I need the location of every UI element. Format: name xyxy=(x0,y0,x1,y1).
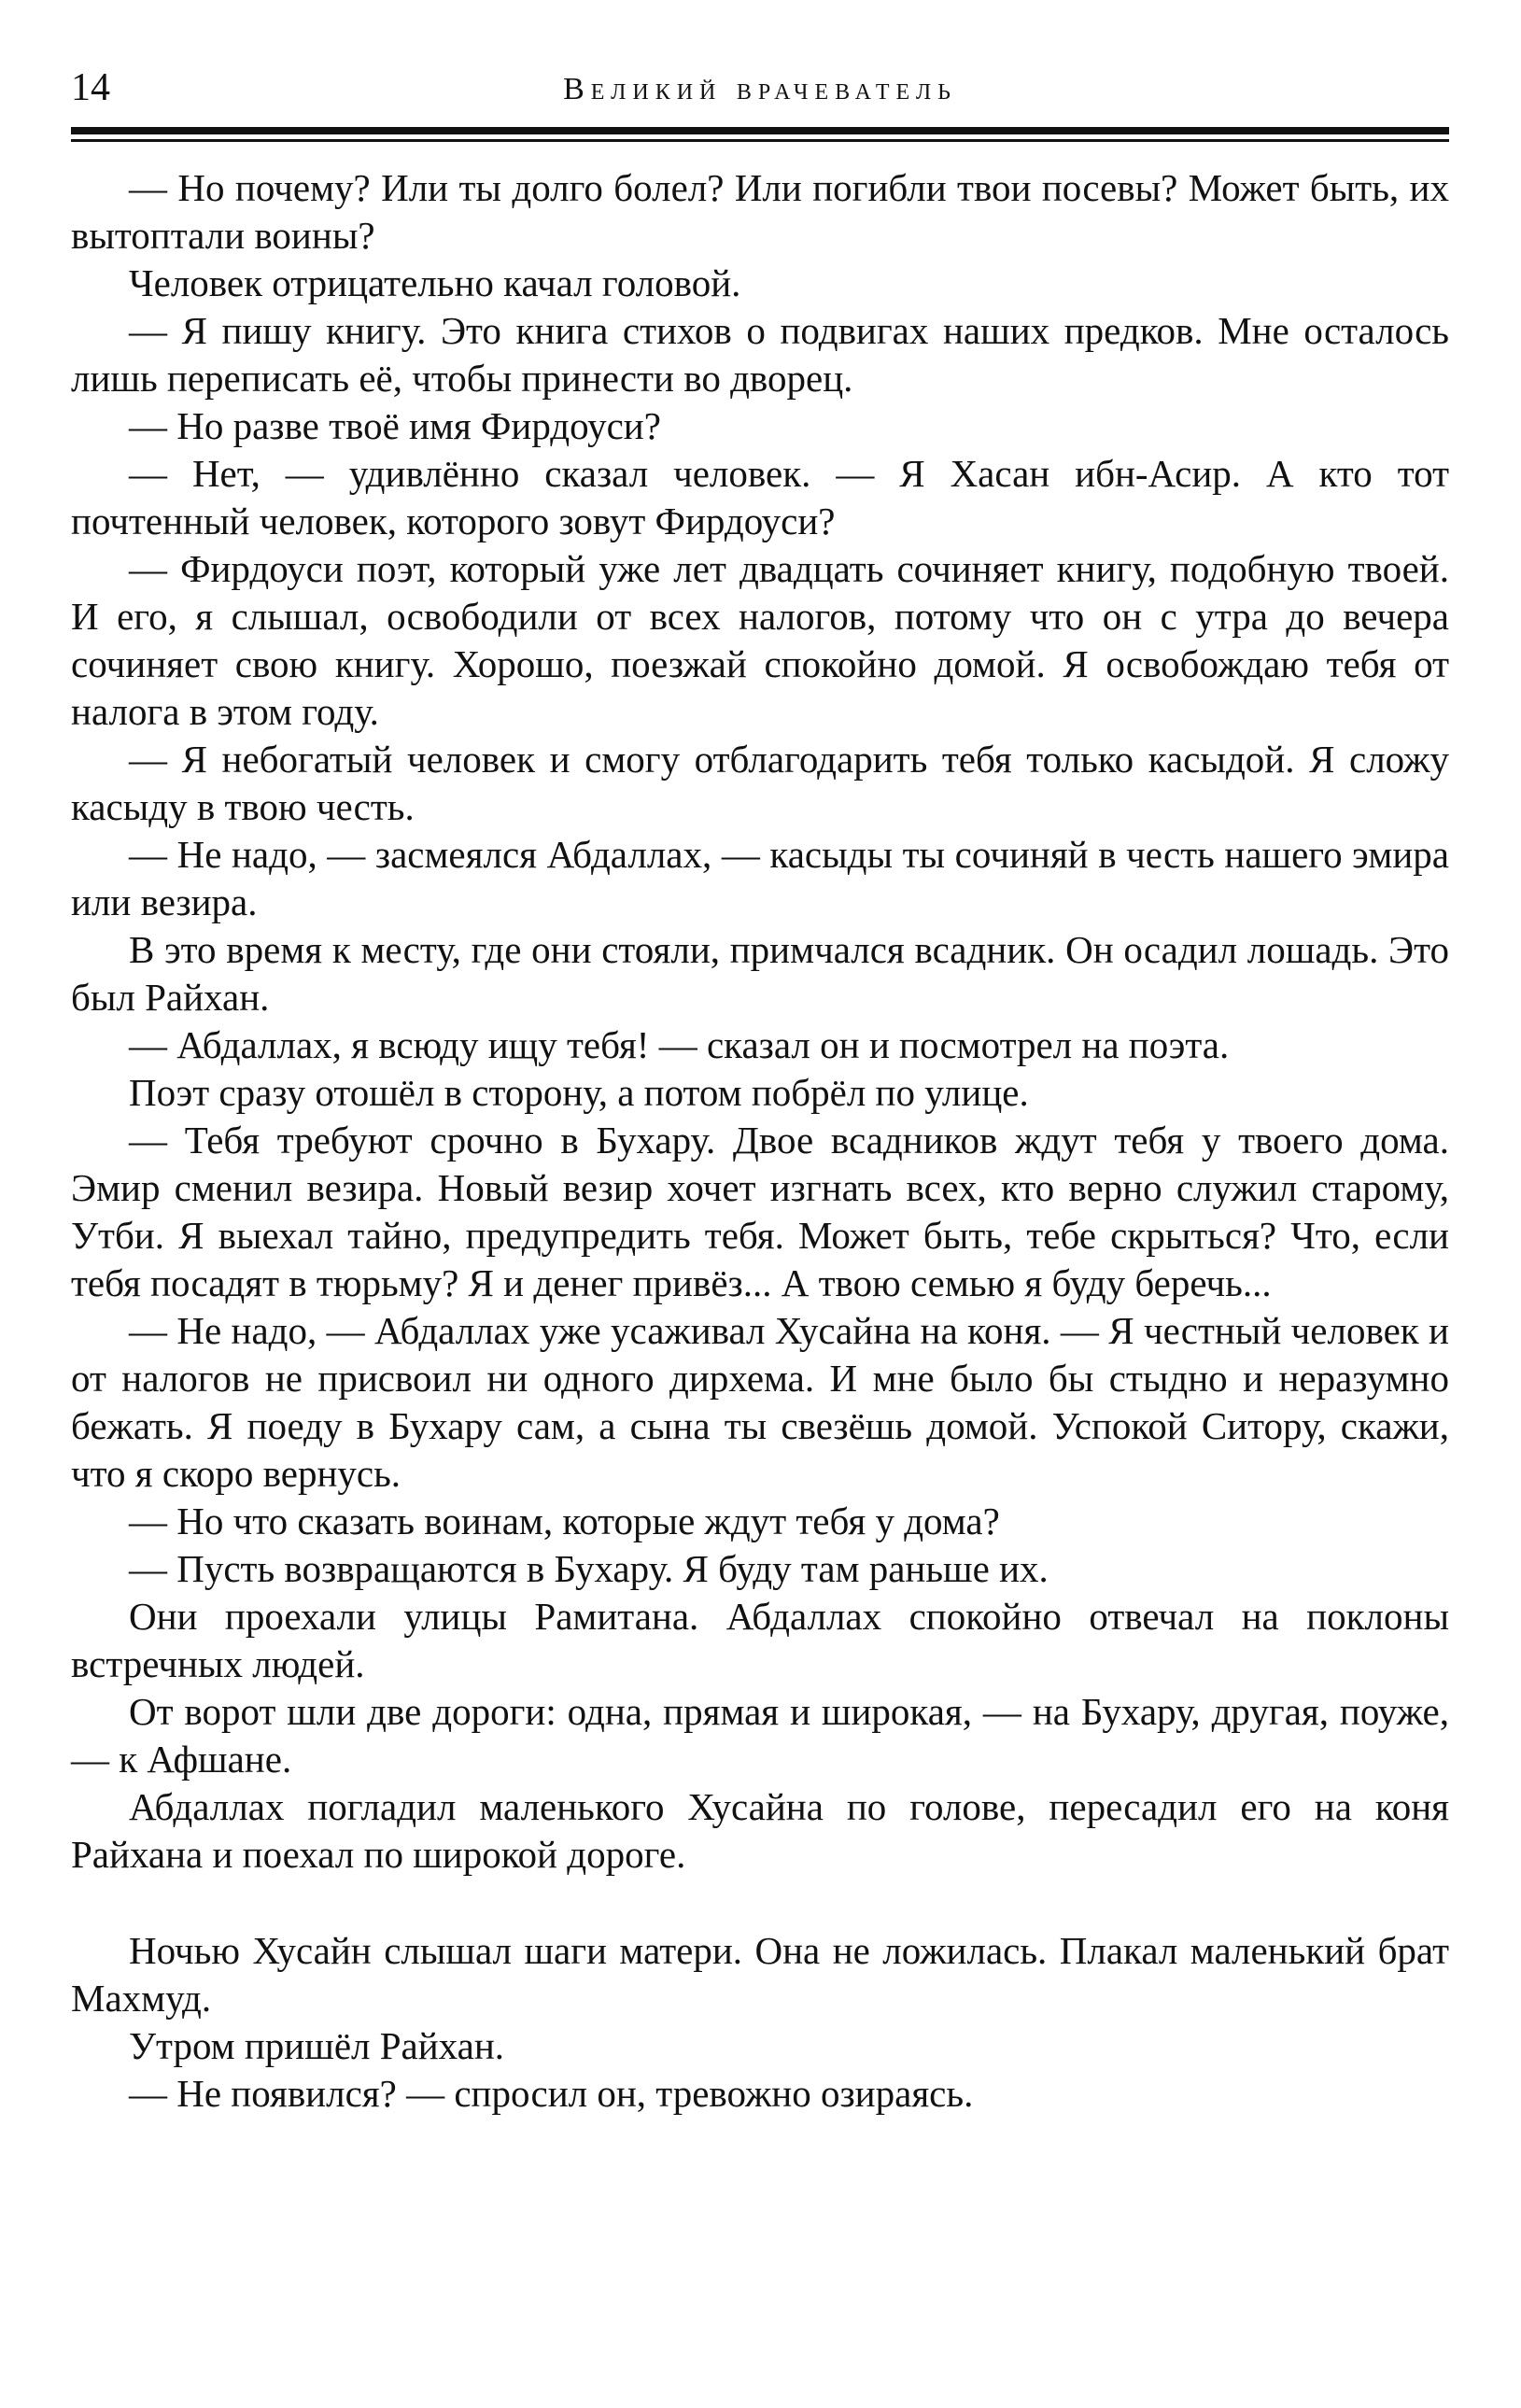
book-page xyxy=(71,63,1449,2118)
page-body xyxy=(71,164,1449,2118)
paragraph: От ворот шли две дороги: одна, прямая и широкая, — на Бухару, другая, поуже, — к Афшане. xyxy=(71,1690,1449,1781)
paragraph: — Я небогатый человек и смогу отблагодарить тебя только касыдой. Я сложу касыду в твою честь. xyxy=(71,738,1449,828)
paragraph: — Но что сказать воинам, которые ждут тебя у дома? xyxy=(129,1500,1000,1542)
running-title: Великий врачеватель xyxy=(563,72,957,106)
paragraph: — Не надо, — Абдаллах уже усаживал Хусайна на коня. — Я честный человек и от налогов не присвоил ни одного дирхема. И мне было бы стыдно и неразумно бежать. Я поеду в Бухару сам, а сына ты свезёшь домой. Успокой Ситору, скажи, что я скоро вернусь. xyxy=(71,1309,1449,1495)
paragraph: — Но почему? Или ты долго болел? Или погибли твои посевы? Может быть, их вытоптали воины? xyxy=(71,166,1449,257)
paragraph: — Пусть возвращаются в Бухару. Я буду там раньше их. xyxy=(129,1547,1049,1590)
header-rule-thin xyxy=(71,139,1449,142)
paragraph: — Фирдоуси поэт, который уже лет двадцать сочиняет книгу, подобную твоей. И его, я слышал, освободили от всех налогов, потому что он с утра до вечера сочиняет свою книгу. Хорошо, поезжай спокойно домой. Я освобождаю тебя от налога в этом году. xyxy=(71,547,1449,733)
paragraph: — Тебя требуют срочно в Бухару. Двое всадников ждут тебя у твоего дома. Эмир сменил везира. Новый везир хочет изгнать всех, кто верно служил старому, Утби. Я выехал тайно, предупредить тебя. Может быть, тебе скрыться? Что, если тебя посадят в тюрьму? Я и денег привёз... А твою семью я буду беречь... xyxy=(71,1119,1449,1304)
page-number: 14 xyxy=(71,66,110,109)
section-break xyxy=(71,1879,1449,1927)
page-header xyxy=(71,63,1449,120)
paragraph: Абдаллах погладил маленького Хусайна по голове, пересадил его на коня Райхана и поехал по широкой дороге. xyxy=(71,1785,1449,1876)
paragraph: В это время к месту, где они стояли, примчался всадник. Он осадил лошадь. Это был Райхан. xyxy=(71,928,1449,1019)
paragraph: Человек отрицательно качал головой. xyxy=(129,261,741,304)
paragraph: Утром пришёл Райхан. xyxy=(129,2024,505,2067)
paragraph: — Нет, — удивлённо сказал человек. — Я Хасан ибн-Асир. А кто тот почтенный человек, которого зовут Фирдоуси? xyxy=(71,452,1449,542)
header-rule-thick xyxy=(71,127,1449,134)
paragraph: — Не появился? — спросил он, тревожно озираясь. xyxy=(129,2072,974,2115)
paragraph: Они проехали улицы Рамитана. Абдаллах спокойно отвечал на поклоны встречных людей. xyxy=(71,1595,1449,1685)
paragraph: — Я пишу книгу. Это книга стихов о подвигах наших предков. Мне осталось лишь переписать её, чтобы принести во дворец. xyxy=(71,309,1449,400)
paragraph: — Но разве твоё имя Фирдоуси? xyxy=(129,404,661,447)
paragraph: — Абдаллах, я всюду ищу тебя! — сказал он и посмотрел на поэта. xyxy=(129,1023,1230,1066)
paragraph: — Не надо, — засмеялся Абдаллах, — касыды ты сочиняй в честь нашего эмира или везира. xyxy=(71,833,1449,923)
paragraph: Поэт сразу отошёл в сторону, а потом побрёл по улице. xyxy=(129,1071,1029,1114)
paragraph: Ночью Хусайн слышал шаги матери. Она не ложилась. Плакал маленький брат Махмуд. xyxy=(71,1929,1449,2020)
